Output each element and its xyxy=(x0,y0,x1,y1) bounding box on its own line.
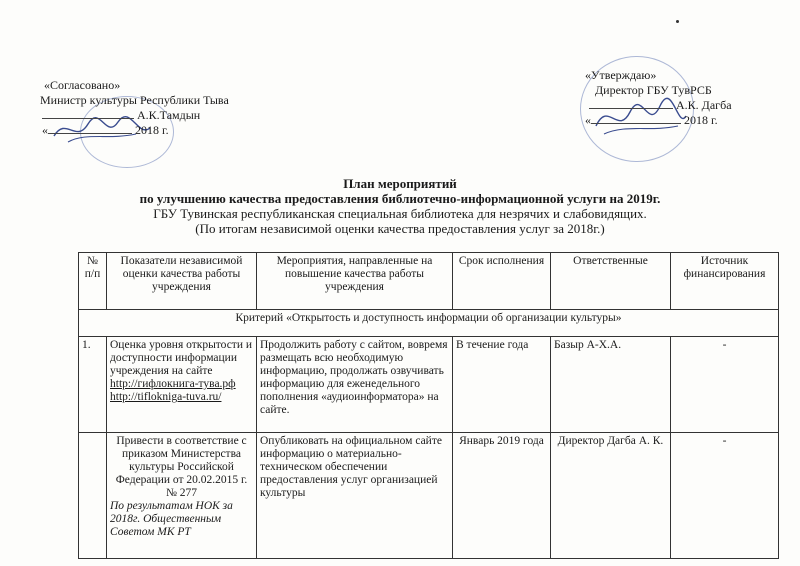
criterion-title: Критерий «Открытость и доступность информации об организации культуры» xyxy=(79,310,779,337)
signature-line xyxy=(42,118,134,119)
col-header-term: Срок исполнения xyxy=(453,253,551,310)
row-indicator xyxy=(107,337,257,433)
approved-label: «Утверждаю» xyxy=(585,68,657,82)
agreed-signer: А.К.Тамдын xyxy=(137,108,201,122)
date-line xyxy=(591,123,681,124)
indicator-text: Привести в соответствие с приказом Министерства культуры Российской Федерации от 20.02.2015 г. № 277 xyxy=(115,435,248,499)
date-quote: « xyxy=(585,113,591,127)
date-quote: « xyxy=(42,123,48,137)
col-header-action: Мероприятия, направленные на повышение качества работы учреждения xyxy=(257,253,453,310)
row-num xyxy=(79,433,107,559)
signature-line xyxy=(589,108,673,109)
table-header-row xyxy=(79,253,779,310)
row-indicator xyxy=(107,433,257,559)
col-header-responsible: Ответственные xyxy=(551,253,671,310)
col-header-indicator: Показатели независимой оценки качества работы учреждения xyxy=(107,253,257,310)
title-line-2: по улучшению качества предоставления библиотечно-информационной услуги на 2019г. xyxy=(139,191,661,206)
criterion-row xyxy=(79,310,779,337)
agreement-block xyxy=(40,78,229,138)
site-link-rf[interactable]: http://гифлокнига-тува.рф xyxy=(110,378,236,390)
approval-block xyxy=(585,68,732,128)
table-row xyxy=(79,433,779,559)
row-action: Опубликовать на официальном сайте информацию о материально-техническом обеспечении предоставления услуг организацией культуры xyxy=(257,433,453,559)
indicator-text: Оценка уровня открытости и доступности информации учреждения на сайте xyxy=(110,339,253,377)
agreed-date: 2018 г. xyxy=(135,123,169,137)
col-header-num: № п/п xyxy=(79,253,107,310)
row-responsible: Базыр А-Х.А. xyxy=(551,337,671,433)
row-action: Продолжить работу с сайтом, вовремя размещать всю необходимую информацию, продолжать озвучивать информацию для еженедельного пополнения «аудиоинформатора» на сайте. xyxy=(257,337,453,433)
title-line-4: (По итогам независимой оценки качества предоставления услуг за 2018г.) xyxy=(195,221,605,236)
indicator-note: По результатам НОК за 2018г. Общественным Советом МК РТ xyxy=(110,500,233,538)
table-row xyxy=(79,337,779,433)
approved-date: 2018 г. xyxy=(684,113,718,127)
agreed-org: Министр культуры Республики Тыва xyxy=(40,93,229,107)
approved-org: Директор ГБУ ТувРСБ xyxy=(595,83,712,97)
row-num: 1. xyxy=(79,337,107,433)
row-responsible: Директор Дагба А. К. xyxy=(551,433,671,559)
title-line-3: ГБУ Тувинская республиканская специальная библиотека для незрячих и слабовидящих. xyxy=(153,206,647,221)
approved-signer: А.К. Дагба xyxy=(676,98,732,112)
plan-table xyxy=(78,252,779,559)
agreed-label: «Согласовано» xyxy=(44,78,121,92)
date-line xyxy=(48,133,132,134)
row-term: В течение года xyxy=(453,337,551,433)
site-link-ru[interactable]: http://tiflokniga-tuva.ru/ xyxy=(110,391,222,403)
col-header-funding: Источник финансирования xyxy=(671,253,779,310)
row-funding: - xyxy=(671,337,779,433)
document-title xyxy=(0,176,800,236)
row-funding: - xyxy=(671,433,779,559)
scan-speck xyxy=(676,20,679,23)
title-line-1: План мероприятий xyxy=(343,176,457,191)
row-term: Январь 2019 года xyxy=(453,433,551,559)
